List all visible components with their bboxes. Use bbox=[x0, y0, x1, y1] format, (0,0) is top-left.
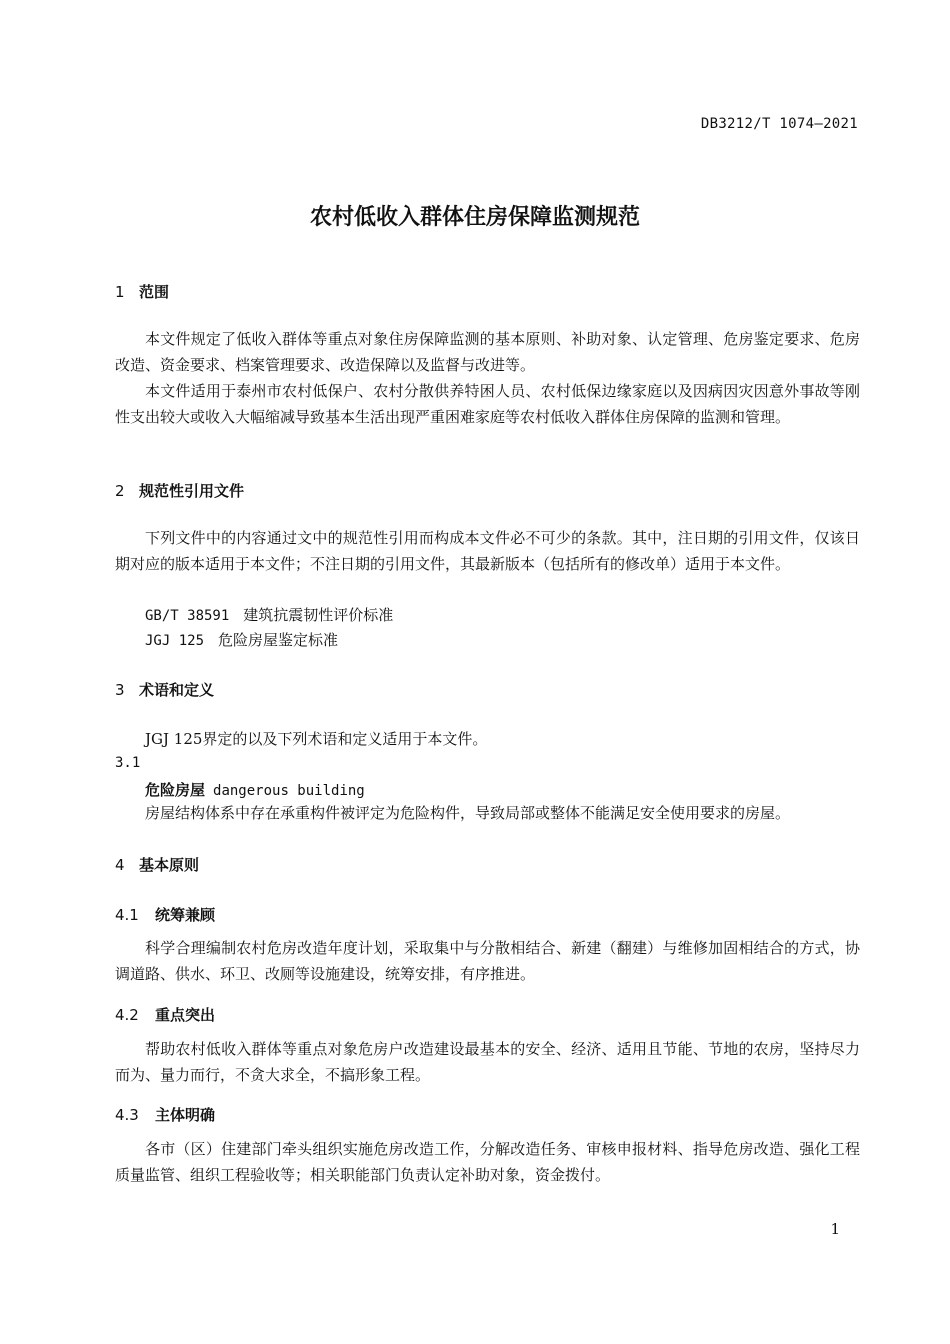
section-title: 基本原则 bbox=[139, 856, 200, 874]
page-number: 1 bbox=[830, 1220, 840, 1238]
subsection-4-1-paragraph: 科学合理编制农村危房改造年度计划，采取集中与分散相结合、新建（翻建）与维修加固相结合的方式，协调道路、供水、环卫、改厕等设施建设，统筹安排，有序推进。 bbox=[115, 939, 860, 983]
term-definition: 房屋结构体系中存在承重构件被评定为危险构件，导致局部或整体不能满足安全使用要求的房屋。 bbox=[145, 804, 791, 822]
subsection-number: 4.3 bbox=[115, 1106, 139, 1124]
section-1-heading bbox=[115, 281, 169, 302]
section-title: 规范性引用文件 bbox=[139, 482, 245, 500]
reference-code: GB/T 38591 bbox=[145, 608, 230, 624]
term-entry bbox=[145, 779, 365, 800]
section-title: 范围 bbox=[139, 283, 170, 301]
subsection-4-1-heading bbox=[115, 904, 215, 925]
subsection-number: 4.2 bbox=[115, 1006, 139, 1024]
section-1-paragraph-1: 本文件规定了低收入群体等重点对象住房保障监测的基本原则、补助对象、认定管理、危房鉴定要求、危房改造、资金要求、档案管理要求、改造保障以及监督与改进等。 bbox=[115, 330, 860, 374]
subsection-number: 4.1 bbox=[115, 906, 139, 924]
section-number: 4 bbox=[115, 856, 125, 874]
term-number: 3.1 bbox=[115, 755, 141, 771]
section-3-paragraph-1: JGJ 125界定的以及下列术语和定义适用于本文件。 bbox=[145, 730, 488, 748]
normative-reference bbox=[145, 604, 393, 625]
section-number: 3 bbox=[115, 681, 125, 699]
reference-name: 危险房屋鉴定标准 bbox=[218, 631, 339, 649]
section-title: 术语和定义 bbox=[139, 681, 215, 699]
section-2-heading bbox=[115, 480, 244, 501]
standard-code: DB3212/T 1074—2021 bbox=[700, 116, 858, 132]
subsection-4-2-paragraph: 帮助农村低收入群体等重点对象危房户改造建设最基本的安全、经济、适用且节能、节地的农房，坚持尽力而为、量力而行，不贪大求全，不搞形象工程。 bbox=[115, 1040, 860, 1084]
section-3-heading bbox=[115, 679, 214, 700]
subsection-title: 主体明确 bbox=[155, 1106, 216, 1124]
section-4-heading bbox=[115, 854, 199, 875]
term-chinese: 危险房屋 bbox=[145, 781, 206, 799]
subsection-title: 重点突出 bbox=[155, 1006, 216, 1024]
subsection-4-3-heading bbox=[115, 1104, 215, 1125]
term-english: dangerous building bbox=[213, 783, 365, 799]
section-1-paragraph-2: 本文件适用于泰州市农村低保户、农村分散供养特困人员、农村低保边缘家庭以及因病因灾因意外事故等刚性支出较大或收入大幅缩减导致基本生活出现严重困难家庭等农村低收入群体住房保障的监测和管理。 bbox=[115, 382, 860, 426]
reference-name: 建筑抗震韧性评价标准 bbox=[243, 606, 394, 624]
normative-reference bbox=[145, 629, 338, 650]
document-title: 农村低收入群体住房保障监测规范 bbox=[309, 205, 640, 230]
section-number: 1 bbox=[115, 283, 125, 301]
section-number: 2 bbox=[115, 482, 125, 500]
subsection-4-2-heading bbox=[115, 1004, 215, 1025]
subsection-title: 统筹兼顾 bbox=[155, 906, 216, 924]
subsection-4-3-paragraph: 各市（区）住建部门牵头组织实施危房改造工作，分解改造任务、审核申报材料、指导危房改造、强化工程质量监管、组织工程验收等；相关职能部门负责认定补助对象，资金拨付。 bbox=[115, 1140, 860, 1184]
section-2-paragraph-1: 下列文件中的内容通过文中的规范性引用而构成本文件必不可少的条款。其中，注日期的引用文件，仅该日期对应的版本适用于本文件；不注日期的引用文件，其最新版本（包括所有的修改单）适用于本文件。 bbox=[115, 529, 860, 573]
reference-code: JGJ 125 bbox=[145, 633, 205, 649]
